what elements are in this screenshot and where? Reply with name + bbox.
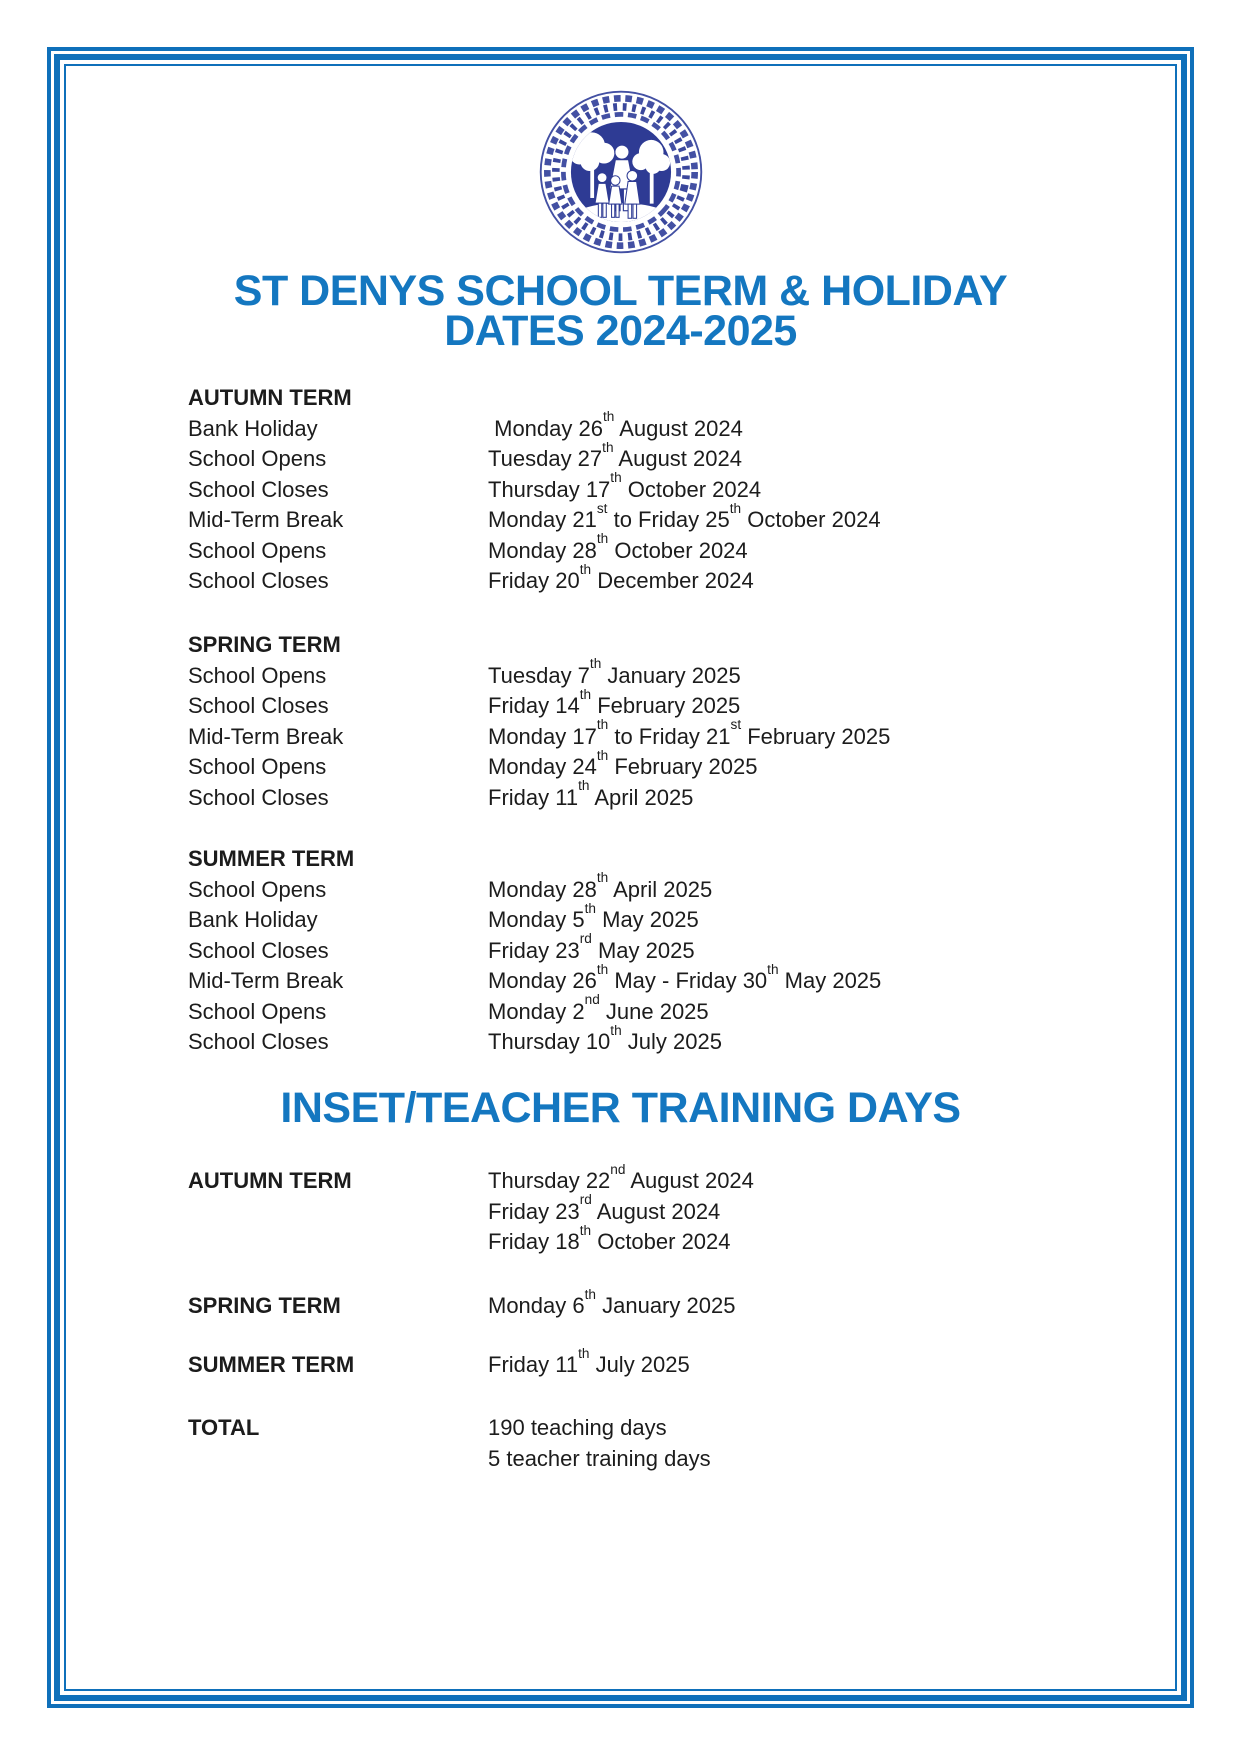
inset-section-heading: INSET/TEACHER TRAINING DAYS [280, 1084, 961, 1132]
term-row [0, 439, 1181, 475]
autumn-term-section [0, 383, 1181, 597]
inset-date: Friday 11th July 2025 [488, 1345, 690, 1377]
row-label: School Closes [188, 568, 329, 593]
row-date: Tuesday 7th January 2025 [488, 656, 741, 688]
term-row [0, 992, 1181, 1028]
row-date: Monday 28th October 2024 [488, 531, 748, 563]
crest-children-figures [595, 170, 640, 218]
inset-row [0, 1286, 1181, 1322]
row-date: Friday 14th February 2025 [488, 686, 741, 718]
row-date: Tuesday 27th August 2024 [488, 439, 742, 471]
inset-date: Monday 6th January 2025 [488, 1286, 736, 1318]
row-label: Bank Holiday [188, 415, 318, 441]
inset-autumn-group [0, 1161, 1181, 1258]
inset-row [0, 1345, 1181, 1381]
term-row [0, 747, 1181, 783]
term-row [0, 470, 1181, 506]
term-heading: SPRING TERM [188, 632, 341, 657]
row-label: School Closes [188, 693, 329, 718]
term-row [0, 778, 1181, 814]
row-label: School Opens [188, 754, 327, 779]
inset-date: Friday 23rd August 2024 [488, 1192, 721, 1224]
row-label: School Closes [188, 476, 329, 502]
document-title-line1: ST DENYS SCHOOL TERM & HOLIDAY [233, 267, 1008, 315]
row-date: Friday 11th April 2025 [488, 778, 694, 810]
inset-term-label: TOTAL [188, 1415, 260, 1440]
inset-spring-group [0, 1286, 1181, 1322]
row-label: School Closes [188, 937, 329, 963]
row-date: Monday 28th April 2025 [488, 870, 713, 902]
inset-term-label: AUTUMN TERM [188, 1168, 352, 1193]
row-date: Monday 17th to Friday 21st February 2025 [488, 717, 891, 749]
inset-summer-group [0, 1345, 1181, 1381]
term-row [0, 931, 1181, 967]
row-date: Thursday 17th October 2024 [488, 470, 762, 502]
term-row [0, 717, 1181, 753]
row-date: Monday 26th May - Friday 30th May 2025 [488, 961, 882, 993]
row-date: Monday 24th February 2025 [488, 747, 758, 779]
row-date: Monday 26th August 2024 [488, 409, 743, 441]
term-row [0, 500, 1181, 536]
document-title [0, 267, 1241, 355]
row-date: Friday 20th December 2024 [488, 561, 754, 593]
row-label: School Opens [188, 446, 327, 471]
total-teaching-days: 190 teaching days [488, 1415, 667, 1440]
school-logo [536, 87, 706, 257]
row-label: Mid-Term Break [188, 507, 344, 532]
row-label: School Opens [188, 876, 327, 902]
term-heading: AUTUMN TERM [188, 385, 352, 410]
inset-term-label: SUMMER TERM [188, 1352, 355, 1377]
row-label: School Closes [188, 1029, 329, 1054]
inset-row [0, 1413, 1181, 1444]
row-date: Thursday 10th July 2025 [488, 1022, 722, 1054]
inset-total-group [0, 1413, 1181, 1474]
row-label: School Opens [188, 662, 327, 688]
row-date: Monday 21st to Friday 25th October 2024 [488, 500, 881, 532]
total-training-days: 5 teacher training days [488, 1445, 711, 1471]
spring-term-section [0, 630, 1181, 813]
row-date: Monday 2nd June 2025 [488, 992, 709, 1024]
term-heading: SUMMER TERM [188, 846, 355, 871]
document-title-line2: DATES 2024-2025 [444, 307, 797, 355]
row-label: School Opens [188, 537, 327, 563]
row-label: Mid-Term Break [188, 723, 344, 749]
row-date: Monday 5th May 2025 [488, 900, 699, 932]
inset-date: Friday 18th October 2024 [488, 1222, 731, 1254]
row-date: Friday 23rd May 2025 [488, 931, 695, 963]
inset-row [0, 1222, 1181, 1258]
row-label: Bank Holiday [188, 907, 318, 932]
inset-row [0, 1444, 1181, 1475]
row-label: School Closes [188, 784, 329, 810]
row-label: School Opens [188, 998, 327, 1024]
row-label: Mid-Term Break [188, 968, 344, 993]
term-row [0, 686, 1181, 722]
term-row [0, 409, 1181, 445]
term-row [0, 1022, 1181, 1058]
term-row [0, 561, 1181, 597]
inset-term-label: SPRING TERM [188, 1293, 341, 1318]
summer-term-section [0, 844, 1181, 1058]
inset-date: Thursday 22nd August 2024 [488, 1161, 754, 1193]
